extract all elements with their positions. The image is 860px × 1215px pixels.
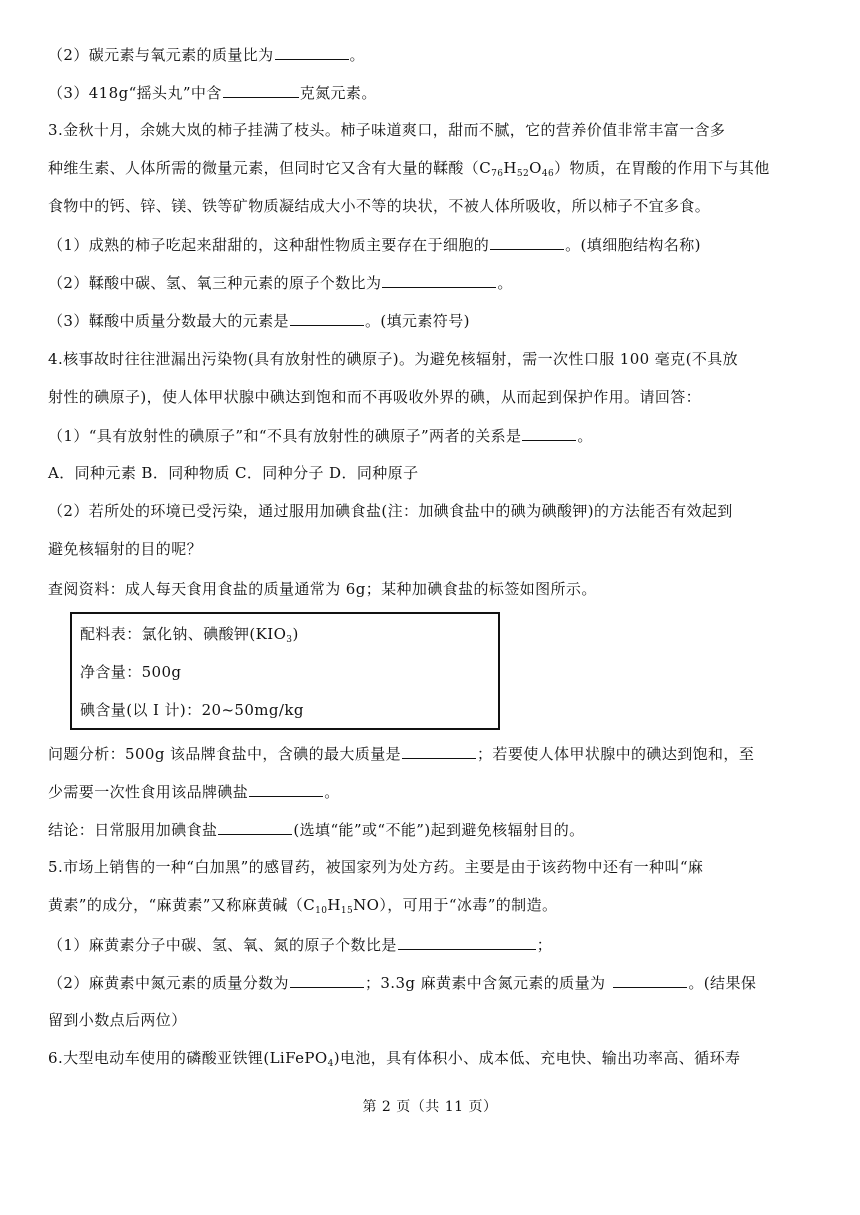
answer-blank[interactable]	[522, 425, 576, 441]
text: H	[503, 159, 517, 177]
text: 。(填细胞结构名称)	[565, 236, 701, 254]
answer-blank[interactable]	[402, 743, 476, 759]
answer-blank[interactable]	[223, 82, 299, 98]
text: （1）成熟的柿子吃起来甜甜的，这种甜性物质主要存在于细胞的	[48, 236, 490, 254]
subscript: 10	[315, 906, 328, 916]
q3-line3: 食物中的钙、锌、镁、铁等矿物质凝结成大小不等的块状，不被人体所吸收，所以柿子不宜多食。	[48, 197, 711, 215]
q3-part1	[48, 234, 820, 255]
text: （1）麻黄素分子中碳、氢、氧、氮的原子个数比是	[48, 936, 397, 954]
q4-part2-line2: 避免核辐射的目的呢？	[48, 540, 203, 558]
q6-line1	[48, 1048, 820, 1068]
text: )	[292, 625, 299, 643]
q4-part2-line1: （2）若所处的环境已受污染，通过服用加碘食盐(注：加碘食盐中的碘为碘酸钾)的方法能否有效起到	[48, 502, 733, 520]
text: 。	[497, 274, 513, 292]
text: 。(填元素符号)	[364, 312, 470, 330]
salt-label-box	[70, 612, 500, 730]
subscript: 4	[327, 1059, 334, 1069]
q5-line2	[48, 895, 820, 915]
text: （3）418g“摇头丸”中含	[48, 84, 222, 102]
text: O	[529, 159, 542, 177]
text: (选填“能”或“不能”)起到避免核辐射目的。	[293, 821, 585, 839]
q5-part2	[48, 972, 820, 993]
text: 。(结果保	[688, 974, 757, 992]
text: 少需要一次性食用该品牌碘盐	[48, 783, 249, 801]
text: 种维生素、人体所需的微量元素，但同时它又含有大量的鞣酸（C	[48, 159, 492, 177]
q5-part2-line2: 留到小数点后两位）	[48, 1011, 187, 1029]
text: )电池，具有体积小、成本低、充电快、输出功率高、循环寿	[333, 1049, 741, 1067]
text: 。	[349, 46, 365, 64]
answer-blank[interactable]	[249, 781, 323, 797]
q4-reference: 查阅资料：成人每天食用食盐的质量通常为 6g；某种加碘食盐的标签如图所示。	[48, 580, 597, 598]
text: ；	[536, 936, 553, 954]
text: H	[327, 896, 341, 914]
text: （1）“具有放射性的碘原子”和“不具有放射性的碘原子”两者的关系是	[48, 427, 522, 445]
text: 结论：日常服用加碘食盐	[48, 821, 218, 839]
text: （2）鞣酸中碳、氢、氧三种元素的原子个数比为	[48, 274, 382, 292]
answer-blank[interactable]	[613, 972, 687, 988]
q3-line1: 3.金秋十月，余姚大岚的柿子挂满了枝头。柿子味道爽口，甜而不腻，它的营养价值非常丰富一含多	[48, 121, 726, 139]
answer-blank[interactable]	[218, 819, 292, 835]
answer-blank[interactable]	[275, 44, 349, 60]
q4-analysis-line2	[48, 781, 820, 802]
q5-line1: 5.市场上销售的一种“白加黑”的感冒药，被国家列为处方药。主要是由于该药物中还有一种叫“麻	[48, 858, 704, 876]
page-footer: 第 2 页（共 11 页）	[362, 1099, 498, 1115]
text: 克氮元素。	[299, 84, 377, 102]
label-net-content: 净含量：500g	[80, 663, 182, 681]
text: ）物质，在胃酸的作用下与其他	[554, 159, 770, 177]
q5-part1	[48, 934, 820, 955]
text: 。	[577, 427, 593, 445]
text: 配料表：氯化钠、碘酸钾(KIO	[80, 625, 287, 643]
q3-part3	[48, 310, 820, 331]
q3-line2	[48, 158, 820, 178]
text: NO），可用于“冰毒”的制造。	[353, 896, 558, 914]
text: （3）鞣酸中质量分数最大的元素是	[48, 312, 289, 330]
q4-line2: 射性的碘原子)，使人体甲状腺中碘达到饱和而不再吸收外界的碘，从而起到保护作用。请回答：	[48, 388, 702, 406]
subscript: 3	[286, 635, 293, 645]
text: ；3.3g 麻黄素中含氮元素的质量为	[364, 974, 606, 992]
text: ；若要使人体甲状腺中的碘达到饱和，至	[477, 745, 755, 763]
q4-options: A．同种元素 B．同种物质 C．同种分子 D．同种原子	[48, 464, 419, 482]
text: （2）麻黄素中氮元素的质量分数为	[48, 974, 289, 992]
answer-blank[interactable]	[382, 272, 496, 288]
subscript: 76	[491, 169, 504, 179]
subscript: 52	[516, 169, 530, 179]
q3-part2	[48, 272, 820, 293]
subscript: 15	[340, 906, 354, 916]
answer-blank[interactable]	[290, 310, 364, 326]
text: （2）碳元素与氧元素的质量比为	[48, 46, 274, 64]
q4-line1: 4.核事故时往往泄漏出污染物(具有放射性的碘原子)。为避免核辐射，需一次性口服 100 毫克(不具放	[48, 350, 739, 368]
q4-analysis-line1	[48, 743, 820, 764]
text: 黄素”的成分，“麻黄素”又称麻黄碱（C	[48, 896, 316, 914]
text: 问题分析：500g 该品牌食盐中，含碘的最大质量是	[48, 745, 402, 763]
label-iodine-content: 碘含量(以 I 计)：20~50mg/kg	[80, 701, 304, 719]
text: 6.大型电动车使用的磷酸亚铁锂(LiFePO	[48, 1049, 328, 1067]
q4-part1	[48, 425, 820, 446]
text: 。	[324, 783, 340, 801]
subscript: 46	[541, 169, 555, 179]
q2-part2	[48, 44, 820, 65]
answer-blank[interactable]	[490, 234, 564, 250]
answer-blank[interactable]	[398, 934, 536, 950]
q4-conclusion	[48, 819, 820, 840]
label-ingredients	[80, 624, 299, 644]
answer-blank[interactable]	[290, 972, 364, 988]
q2-part3	[48, 82, 820, 103]
